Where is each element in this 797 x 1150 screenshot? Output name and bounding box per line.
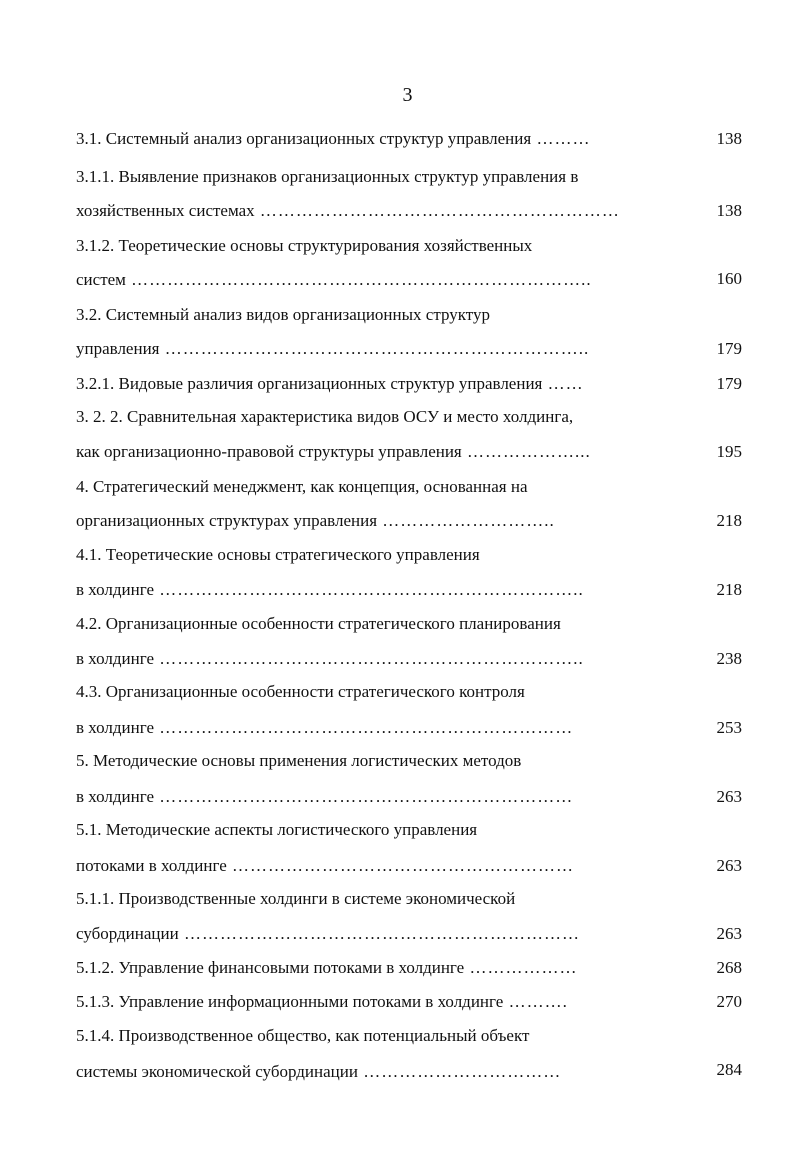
toc-entry-title: 5.1.2. Управление финансовыми потоками в холдинге [76,958,465,977]
toc-leader-dots: …………………………………………………………….. [154,580,584,599]
toc-entry-line [76,1060,561,1084]
toc-entry-title: 5.1.1. Производственные холдинги в системе экономической [76,889,516,908]
toc-page-ref: 179 [716,374,742,393]
toc-page-ref: 263 [716,787,742,806]
toc-entry-title: субординации [76,924,179,943]
toc-entry-title: 5.1.3. Управление информационными потоками в холдинге [76,992,504,1011]
toc-entry-title: 3.2. Системный анализ видов организационных структур [76,305,491,324]
toc-entry-line [76,854,574,878]
toc-entry-title: 3. 2. 2. Сравнительная характеристика видов ОСУ и место холдинга, [76,407,574,426]
toc-entry-line [76,234,532,258]
toc-entry-title: 5.1. Методические аспекты логистического управления [76,820,478,839]
toc-entry-line [76,405,573,429]
toc-page-ref: 253 [716,718,742,737]
toc-entry-line [76,578,584,602]
toc-entry-line [76,268,592,292]
toc-entry-line [76,612,561,636]
toc-entry-line [76,680,525,704]
toc-leader-dots: ……… [531,129,591,148]
toc-entry-line [76,922,580,946]
toc-entry-title: 5.1.4. Производственное общество, как потенциальный объект [76,1026,530,1045]
toc-entry-line [76,818,477,842]
toc-page-ref: 238 [716,649,742,668]
toc-page-ref: 160 [716,269,742,288]
toc-entry-title: как организационно-правовой структуры управления [76,442,462,461]
toc-entry-title: в холдинге [76,787,155,806]
toc-page-ref: 138 [716,129,742,148]
toc-leader-dots: ………………... [461,442,591,461]
toc-page-ref: 218 [716,580,742,599]
toc-entry-line [76,509,555,533]
toc-page-ref: 284 [716,1060,742,1079]
toc-leader-dots: …………………………………………………………… [154,787,574,806]
toc-leader-dots: ………………………………………………………………….. [125,270,592,289]
toc-leader-dots: …………………………………………………………….. [159,339,590,358]
toc-leader-dots: …………………………… [357,1062,562,1081]
toc-leader-dots: …………………………………………………………….. [154,649,584,668]
toc-entry-title: управления [76,339,160,358]
toc-entry-title: 4.3. Организационные особенности стратегического контроля [76,682,525,701]
toc-entry-title: систем [76,270,126,289]
toc-leader-dots: ……………………….. [377,511,555,530]
toc-entry-title: системы экономической субординации [76,1062,358,1081]
toc-entry-line [76,303,490,327]
toc-leader-dots: ………………………………………………… [226,856,575,875]
toc-entry-line [76,543,480,567]
toc-page-ref: 218 [716,511,742,530]
toc-entry-line [76,956,577,980]
toc-entry-line [76,887,515,911]
toc-entry-line [76,475,528,499]
toc-page-ref: 270 [716,992,742,1011]
toc-entry-title: организационных структурах управления [76,511,378,530]
toc-leader-dots: …… [542,374,584,393]
toc-entry-line [76,647,584,671]
toc-entry-title: 3.2.1. Видовые различия организационных структур управления [76,374,543,393]
toc-entry-line [76,337,589,361]
toc-entry-title: в холдинге [76,580,155,599]
toc-entry-line [76,785,573,809]
toc-entry-line [76,716,573,740]
toc-page-ref: 179 [716,339,742,358]
toc-page-ref: 263 [716,856,742,875]
toc-entry-title: 4. Стратегический менеджмент, как концепция, основанная на [76,477,528,496]
toc-entry-line [76,199,620,223]
toc-entry-line [76,372,584,396]
toc-page-ref: 268 [716,958,742,977]
toc-leader-dots: ……………… [464,958,578,977]
toc-entry-title: 3.1.2. Теоретические основы структурирования хозяйственных [76,236,533,255]
toc-entry-title: потоками в холдинге [76,856,227,875]
toc-page-ref: 195 [716,442,742,461]
toc-entry-line [76,1024,529,1048]
toc-entry-line [76,749,521,773]
page-number: 3 [402,84,413,106]
toc-leader-dots: …………………………………………………… [254,201,620,220]
toc-entry-title: хозяйственных системах [76,201,255,220]
toc-entry-line [76,127,590,151]
toc-entry-title: в холдинге [76,718,155,737]
toc-entry-title: 3.1.1. Выявление признаков организационных структур управления в [76,167,579,186]
toc-entry-title: 3.1. Системный анализ организационных структур управления [76,129,532,148]
toc-leader-dots: …………………………………………………………… [154,718,574,737]
toc-entry-title: 4.1. Теоретические основы стратегического управления [76,545,480,564]
toc-entry-title: 5. Методические основы применения логистических методов [76,751,522,770]
toc-leader-dots: ………………………………………………………… [178,924,580,943]
toc-entry-title: 4.2. Организационные особенности стратегического планирования [76,614,561,633]
toc-page-ref: 138 [716,201,742,220]
toc-page-ref: 263 [716,924,742,943]
toc-leader-dots: ………. [503,992,568,1011]
toc-entry-line [76,165,578,189]
toc-entry-line [76,990,568,1014]
toc-entry-line [76,440,591,464]
toc-entry-title: в холдинге [76,649,155,668]
